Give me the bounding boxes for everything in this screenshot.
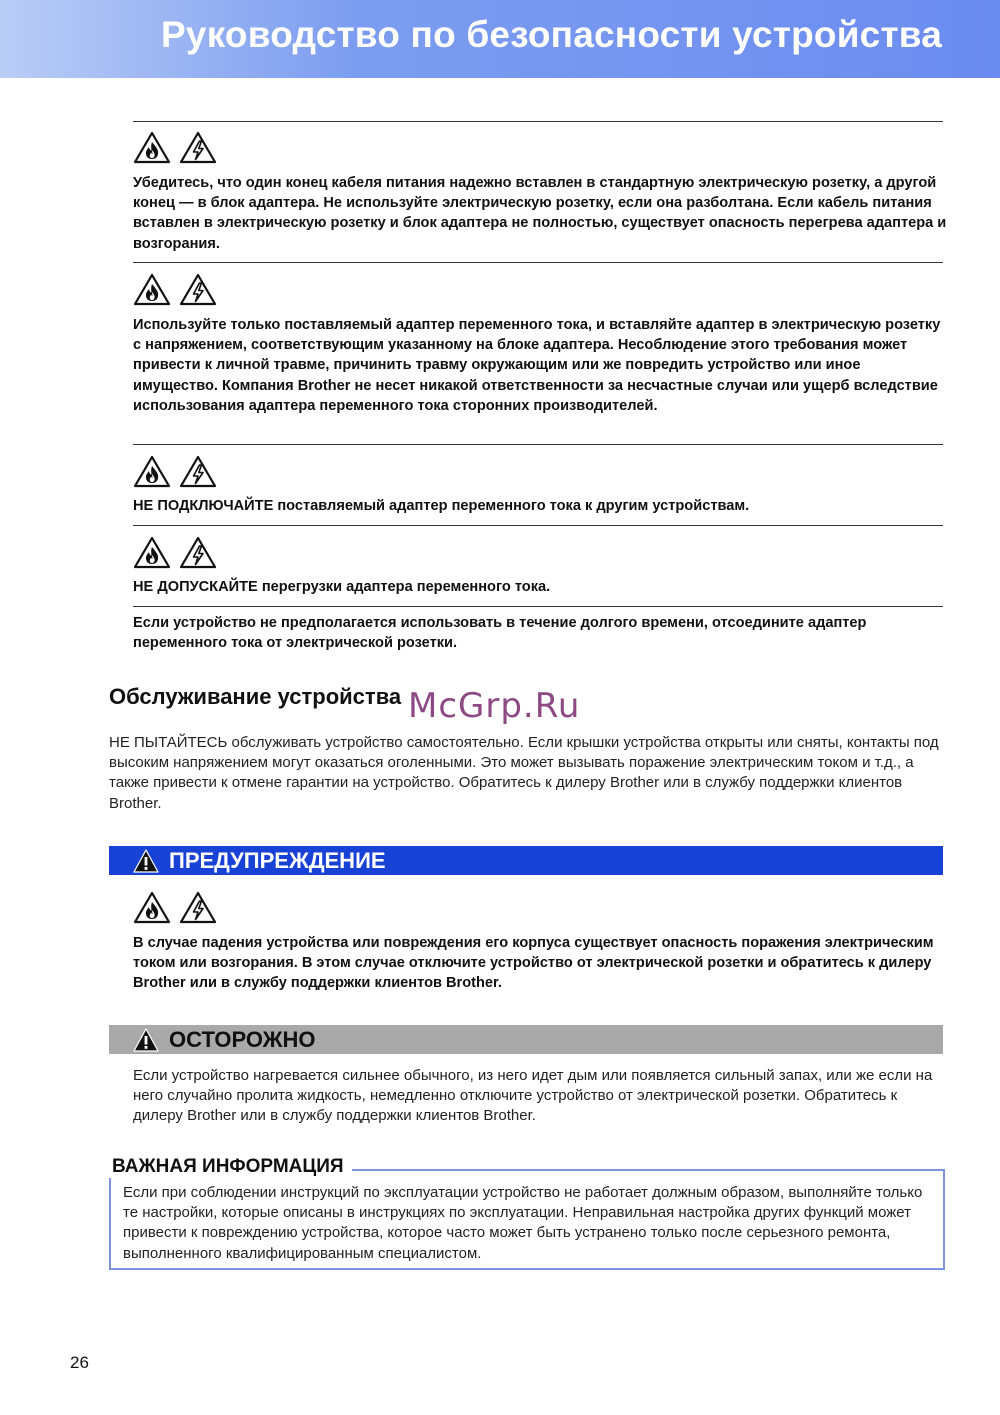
page-number: 26 — [70, 1353, 89, 1372]
divider — [133, 262, 943, 263]
warning-triangle-icon — [133, 849, 159, 873]
fire-hazard-icon — [133, 131, 171, 165]
divider — [133, 444, 943, 445]
watermark: McGrp.Ru — [408, 686, 581, 726]
warning-label: ПРЕДУПРЕЖДЕНИЕ — [169, 847, 386, 873]
section-title-service: Обслуживание устройства — [109, 684, 402, 709]
caution-label: ОСТОРОЖНО — [169, 1026, 316, 1052]
hazard-icons — [133, 536, 217, 570]
header-bar — [0, 0, 1000, 78]
page-title: Руководство по безопасности устройства — [161, 14, 942, 55]
service-text: НЕ ПЫТАЙТЕСЬ обслуживать устройство самостоятельно. Если крышки устройства открыты или сняты, контакты под высоким напряжением могут оказаться оголенными. Это может вызывать поражение электрическим током и т.д., а также привести к отмене гарантии на устройство. Обратитесь к дилеру Brother или в службу поддержки клиентов Brother. — [109, 734, 939, 812]
caution-triangle-icon — [133, 1028, 159, 1052]
hazard-icons — [133, 891, 217, 925]
fire-hazard-icon — [133, 536, 171, 570]
warning-banner — [109, 846, 943, 875]
warning-text-adapter: Используйте только поставляемый адаптер переменного тока, и вставляйте адаптер в электрическую розетку с напряжением, соответствующим указанному на блоке адаптера. Несоблюдение этого требования может привести к личной травме, причинить травму окружающим или же повредить устройство или иное имущество. Компания Brother не несет никакой ответственности за несчастные случаи или ущерб вследствие использования адаптера переменного тока сторонних производителей. — [133, 317, 941, 414]
hazard-icons — [133, 131, 217, 165]
warning-text-no-connect: НЕ ПОДКЛЮЧАЙТЕ поставляемый адаптер переменного тока к другим устройствам. — [133, 498, 750, 514]
electric-shock-icon — [179, 536, 217, 570]
fire-hazard-icon — [133, 891, 171, 925]
important-info-title: ВАЖНАЯ ИНФОРМАЦИЯ — [108, 1156, 352, 1178]
divider — [133, 606, 943, 607]
divider — [133, 525, 943, 526]
unplug-note: Если устройство не предполагается использовать в течение долгого времени, отсоедините адаптер переменного тока от электрической розетки. — [133, 615, 867, 652]
divider — [133, 121, 943, 122]
electric-shock-icon — [179, 273, 217, 307]
caution-banner — [109, 1025, 943, 1054]
warning-text-power-cable: Убедитесь, что один конец кабеля питания надежно вставлен в стандартную электрическую розетку, а другой конец — в блок адаптера. Не используйте электрическую розетку, если она разболтана. Если кабель питания вставлен в электрическую розетку и блок адаптера не полностью, существует опасность перегрева адаптера и возгорания. — [133, 175, 947, 252]
important-info-text: Если при соблюдении инструкций по эксплуатации устройство не работает должным образом, выполняйте только те настройки, которые описаны в инструкциях по эксплуатации. Неправильная настройка других функций может привести к повреждению устройства, которое часто может быть устранено только после серьезного ремонта, выполненного квалифицированным специалистом. — [123, 1184, 923, 1262]
warning-text-overload: НЕ ДОПУСКАЙТЕ перегрузки адаптера переменного тока. — [133, 579, 551, 595]
hazard-icons — [133, 455, 217, 489]
caution-block-text: Если устройство нагревается сильнее обычного, из него идет дым или появляется сильный запах, или же если на него случайно пролита жидкость, немедленно отключите устройство от электрической розетки. Обратитесь к дилеру Brother или в службу поддержки клиентов Brother. — [133, 1067, 933, 1125]
electric-shock-icon — [179, 455, 217, 489]
electric-shock-icon — [179, 891, 217, 925]
fire-hazard-icon — [133, 273, 171, 307]
electric-shock-icon — [179, 131, 217, 165]
fire-hazard-icon — [133, 455, 171, 489]
warning-block-text: В случае падения устройства или повреждения его корпуса существует опасность поражения электрическим током или возгорания. В этом случае отключите устройство от электрической розетки и обратитесь к дилеру Brother или в службу поддержки клиентов Brother. — [133, 935, 934, 992]
hazard-icons — [133, 273, 217, 307]
